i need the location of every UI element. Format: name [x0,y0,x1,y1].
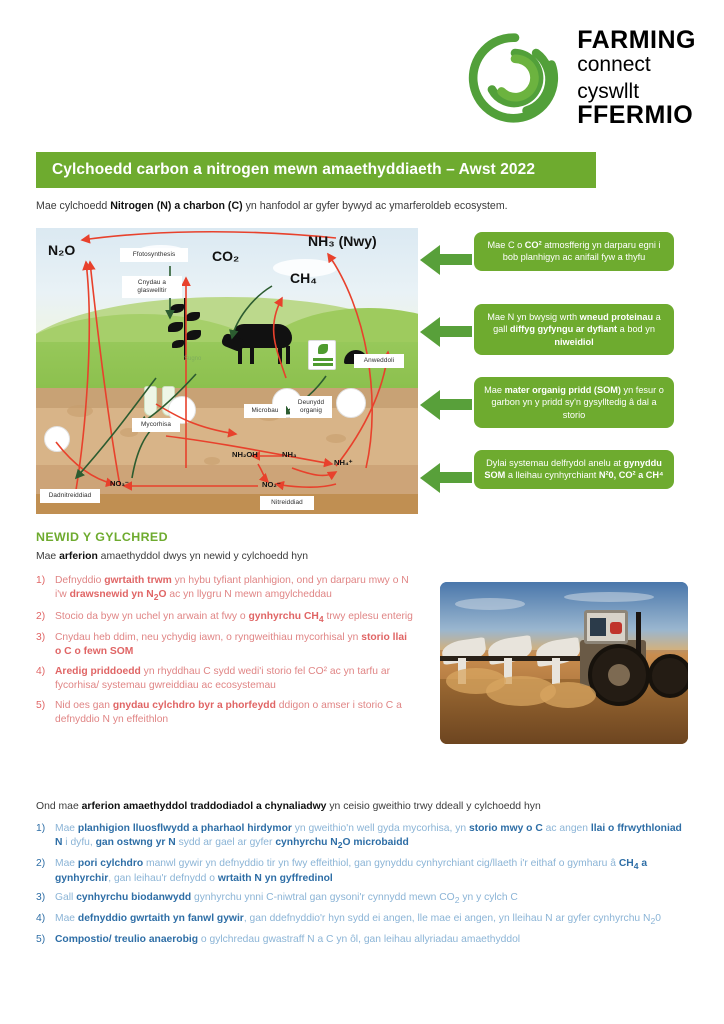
callout-arrow-4 [418,463,472,493]
callout-ideal-systems [474,450,674,489]
callout-text: Mae mater organig pridd (SOM) yn fesur o garbon yn y pridd sy'n gysylltedig â dal a storio [484,385,664,420]
diagram-label-anweddoli: Anweddoli [354,354,404,368]
diagram-label-microbau: Microbau [244,404,286,418]
diagram-label-mycorhisa: Mycorhisa [132,418,180,432]
diagram-label-nh3-soil: NH₃ [282,450,297,459]
list-item: 5) Nid oes gan gnydau cylchdro byr a phorfeydd ddigon o amser i storio C a defnyddio N yn effeithlon [36,700,402,726]
diagram-label-no2: NO₂⁻ [262,480,281,489]
dust-cloud [540,682,596,708]
diagram-label-nh3: NH₃ (Nwy) [308,233,377,249]
wheel-hub [608,664,630,686]
section2-subtitle: Ond mae arferion amaethyddol traddodiadol a chynaliadwy yn ceisio gweithio trwy ddeall y cylchoedd hyn [36,801,541,812]
diagram-label-deunydd-organig: Deunydd organig [290,396,332,418]
page-title-bar [36,152,596,188]
intensive-practices-list [36,574,416,733]
plough-leg [552,658,560,684]
list-number: 4) [36,666,46,678]
diagram-label-cnydau-glaswelltir: Cnydau a glaswelltir [122,276,182,298]
list-item: 4) Mae defnyddio gwrtaith yn fanwl gywir, gan ddefnyddio'r hyn sydd ei angen, lle mae ei angen, yn lleihau N ar gyfer cynhyrchu $N_20$ [36,913,661,927]
intro-bold: Nitrogen (N) a charbon (C) [110,200,243,212]
diagram-label-nitreiddiad: Nitreiddiad [260,496,314,510]
callout-text: Mae N yn bwysig wrth wneud proteinau a gall diffyg gyfyngu ar dyfiant a bod yn niweidiol [487,312,661,347]
farming-connect-logo-icon [467,30,563,126]
logo-line-cyswllt: cyswllt [577,80,640,103]
list-item: 2) Stocio da byw yn uchel yn arwain at fwy o gynhyrchu $CH_4$ trwy eplesu enterig [36,610,413,624]
carbon-nitrogen-cycle-diagram [36,228,418,514]
intro-post: yn hanfodol ar gyfer bywyd ac ymarferoldeb ecosystem. [242,200,508,212]
intro-pre: Mae cylchoedd [36,200,111,212]
callout-arrow-1 [418,245,472,275]
list-item: 5) Compostio/ treulio anaerobig o gylchredau gwastraff N a C yn ôl, gan leihau allyriadau amaethyddol [36,933,521,945]
list-item: 3) Cnydau heb ddim, neu ychydig iawn, o ryngweithiau mycorhisal yn storio llai o C o fewn SOM [36,632,407,658]
list-number: 5) [36,933,46,945]
callout-arrow-2 [418,317,472,347]
diagram-label-ch4: CH₄ [290,270,317,286]
section-heading-newid-y-gylchred: NEWID Y GYLCHRED [36,530,168,544]
intro-paragraph [36,200,676,212]
diagram-label-n2o: N₂O [48,242,76,258]
list-number: 1) [36,575,46,586]
callout-text: Mae C o CO² atmosfferig yn darparu egni i bob planhigyn ac anifail fyw a thyfu [487,240,661,263]
list-number: 2) [36,857,46,869]
cab-window [590,618,606,636]
driver-figure [610,622,622,634]
diagram-label-sugno: Sugno [184,356,202,362]
list-number: 4) [36,913,46,925]
page-title: Cylchoedd carbon a nitrogen mewn amaethyddiaeth – Awst 2022 [52,161,536,178]
list-item: 4) Aredig priddoedd yn rhyddhau C sydd wedi'i storio fel CO² ac yn tarfu ar fycorhisa/ systemau gwreiddiau ac ecosystemau [36,666,391,692]
logo-line-ffermio: FFERMIO [577,101,694,129]
cycle-flow-arrows [36,228,418,514]
brand-header [467,28,696,128]
diagram-label-dadnitreiddiad: Dadnitreiddiad [40,489,100,503]
diagram-label-co2: CO₂ [212,248,240,264]
callout-text: Dylai systemau delfrydol anelu at gynyddu SOM a lleihau cynhyrchiant N²0, CO² a CH⁴ [484,458,664,481]
diagram-label-no3: NO₃⁻ [110,479,129,488]
list-number: 2) [36,610,46,622]
list-item: 1) Mae planhigion lluosflwydd a pharhaol hirdymor yn gweithio'n well gyda mycorhisa, yn storio mwy o C ac angen llai o ffrwythloniad N i dyfu, gan ostwng yr N sydd ar gael ar gyfer cynhyrchu $N_2O$ microbaidd [36,823,682,851]
diagram-label-nh2oh: NH₂OH [232,450,258,459]
logo-line-connect: connect [577,53,651,76]
sustainable-practices-list [36,822,686,952]
tractor-front-wheel [648,654,688,698]
callout-nitrogen [474,304,674,355]
tractor-ploughing-photo [440,582,688,744]
list-number: 1) [36,823,46,834]
photo-cloud [564,592,654,602]
logo-line-farming: FARMING [577,26,696,54]
list-number: 3) [36,892,46,904]
list-item: 2) Mae pori cylchdro manwl gywir yn defnyddio tir yn fwy effeithiol, gan gynyddu cynhyrchiant cig/llaeth i'r eithaf o gymharu â $CH_4$ a gynhyrchir, gan leihau'r defnydd o wrtaith N yn gyffredinol [36,857,648,885]
diagram-label-ffotosynthesis: Ffotosynthesis [120,248,188,262]
list-number: 3) [36,632,46,644]
callout-som [474,377,674,428]
section-subtitle: Mae arferion amaethyddol dwys yn newid y cylchoedd hyn [36,551,309,562]
list-item: 1) Defnyddio gwrtaith trwm yn hybu tyfiant planhigion, ond yn darparu mwy o N i'w drawsnewid yn $N_2O$ ac yn llygru N mewn amgylcheddau [36,575,409,603]
diagram-label-nh4: NH₄⁺ [334,458,353,467]
list-number: 5) [36,700,46,712]
callout-arrow-3 [418,390,472,420]
callout-co2 [474,232,674,271]
list-item: 3) Gall cynhyrchu biodanwydd gynhyrchu ynni C-niwtral gan gysoni'r cynnydd mewn $CO_2$ yn y cylch C [36,892,518,906]
